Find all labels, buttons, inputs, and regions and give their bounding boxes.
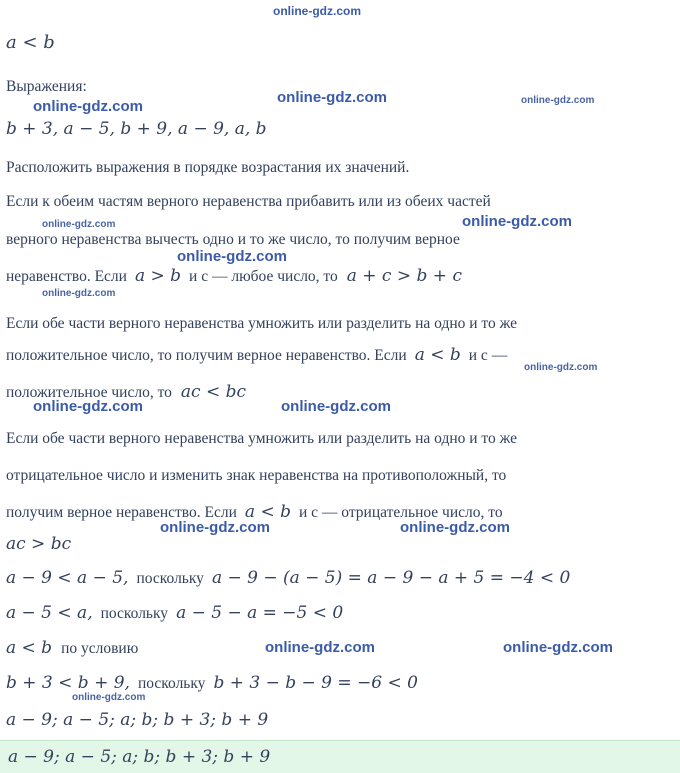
rule2-line2 [6, 345, 674, 365]
rule3-part3b: и c — отрицательное число, то [298, 504, 503, 521]
step1-line [6, 568, 674, 588]
rule3-line3 [6, 502, 674, 522]
watermark: online-gdz.com [160, 519, 270, 536]
task-line [6, 159, 674, 177]
step3-text: по условию [61, 640, 139, 657]
answer-box [0, 740, 680, 773]
watermark: online-gdz.com [521, 95, 595, 106]
rule2-part2b: и c — [468, 347, 508, 364]
watermark: online-gdz.com [33, 98, 143, 115]
rule2-part1: Если обе части верного неравенства умножить или разделить на одно и то же [6, 315, 517, 332]
step2-math-a: a − 5 < a, [6, 603, 93, 623]
rule1-part1: Если к обеим частям верного неравенства прибавить или из обеих частей [6, 193, 491, 210]
watermark: online-gdz.com [42, 288, 116, 299]
step4-math-b: b + 3 − b − 9 = −6 < 0 [213, 673, 418, 693]
step4-line [6, 673, 674, 693]
step2-line [6, 603, 674, 623]
step1-math-a: a − 9 < a − 5, [6, 568, 129, 588]
rule1-line1 [6, 193, 674, 211]
watermark: online-gdz.com [503, 639, 613, 656]
rule3-part1: Если обе части верного неравенства умножить или разделить на одно и то же [6, 430, 517, 447]
rule1-line2 [6, 231, 674, 249]
step3-line [6, 638, 674, 658]
rule1-part2: верного неравенства вычесть одно и то же число, то получим верное [6, 231, 460, 248]
result-line [6, 710, 674, 730]
watermark: online-gdz.com [462, 213, 572, 230]
watermark: online-gdz.com [273, 4, 361, 18]
rule1-math-b: a + c > b + c [346, 266, 462, 286]
result-sequence: a − 9; a − 5; a; b; b + 3; b + 9 [6, 710, 269, 730]
watermark: online-gdz.com [281, 398, 391, 415]
rule3-line4 [6, 534, 674, 554]
rule2-line1 [6, 315, 674, 333]
given-inequality-line [6, 32, 674, 53]
step4-math-a: b + 3 < b + 9, [6, 673, 130, 693]
rule1-math-a: a > b [134, 266, 182, 286]
expressions-list: b + 3, a − 5, b + 9, a − 9, a, b [6, 119, 267, 139]
rule3-line1 [6, 430, 674, 448]
rule2-math-b: ac < bc [180, 382, 247, 402]
step4-text: поскольку [137, 675, 206, 692]
rule3-line2 [6, 467, 674, 485]
rule1-part3a: неравенство. Если [6, 268, 127, 285]
task-text: Расположить выражения в порядке возрастания их значений. [6, 159, 410, 176]
rule1-line3 [6, 266, 674, 286]
expressions-label: Выражения: [6, 78, 87, 95]
given-inequality: a < b [6, 32, 55, 53]
watermark: online-gdz.com [277, 89, 387, 106]
rule2-part2a: положительное число, то получим верное неравенство. Если [6, 347, 407, 364]
rule3-math-a: a < b [244, 502, 291, 522]
rule1-part3b: и c — любое число, то [189, 268, 338, 285]
rule3-part2: отрицательное число и изменить знак неравенства на противоположный, то [6, 467, 507, 484]
rule3-part3a: получим верное неравенство. Если [6, 504, 237, 521]
expressions-list-line [6, 119, 674, 139]
rule3-math-b: ac > bc [6, 534, 72, 554]
watermark: online-gdz.com [33, 398, 143, 415]
step1-text: поскольку [136, 570, 204, 587]
step3-math-a: a < b [6, 638, 53, 658]
watermark: online-gdz.com [400, 519, 510, 536]
expressions-label-line [6, 78, 674, 96]
answer-sequence: a − 9; a − 5; a; b; b + 3; b + 9 [8, 747, 271, 767]
watermark: online-gdz.com [72, 692, 146, 703]
watermark: online-gdz.com [265, 639, 375, 656]
watermark: online-gdz.com [42, 219, 116, 230]
watermark: online-gdz.com [524, 362, 598, 373]
watermark: online-gdz.com [177, 248, 287, 265]
rule2-part3a: положительное число, то [6, 384, 172, 401]
step2-text: поскольку [100, 605, 169, 622]
step1-math-b: a − 9 − (a − 5) = a − 9 − a + 5 = −4 < 0 [211, 568, 571, 588]
rule2-math-a: a < b [414, 345, 461, 365]
rule2-line3 [6, 382, 674, 402]
step2-math-b: a − 5 − a = −5 < 0 [176, 603, 344, 623]
